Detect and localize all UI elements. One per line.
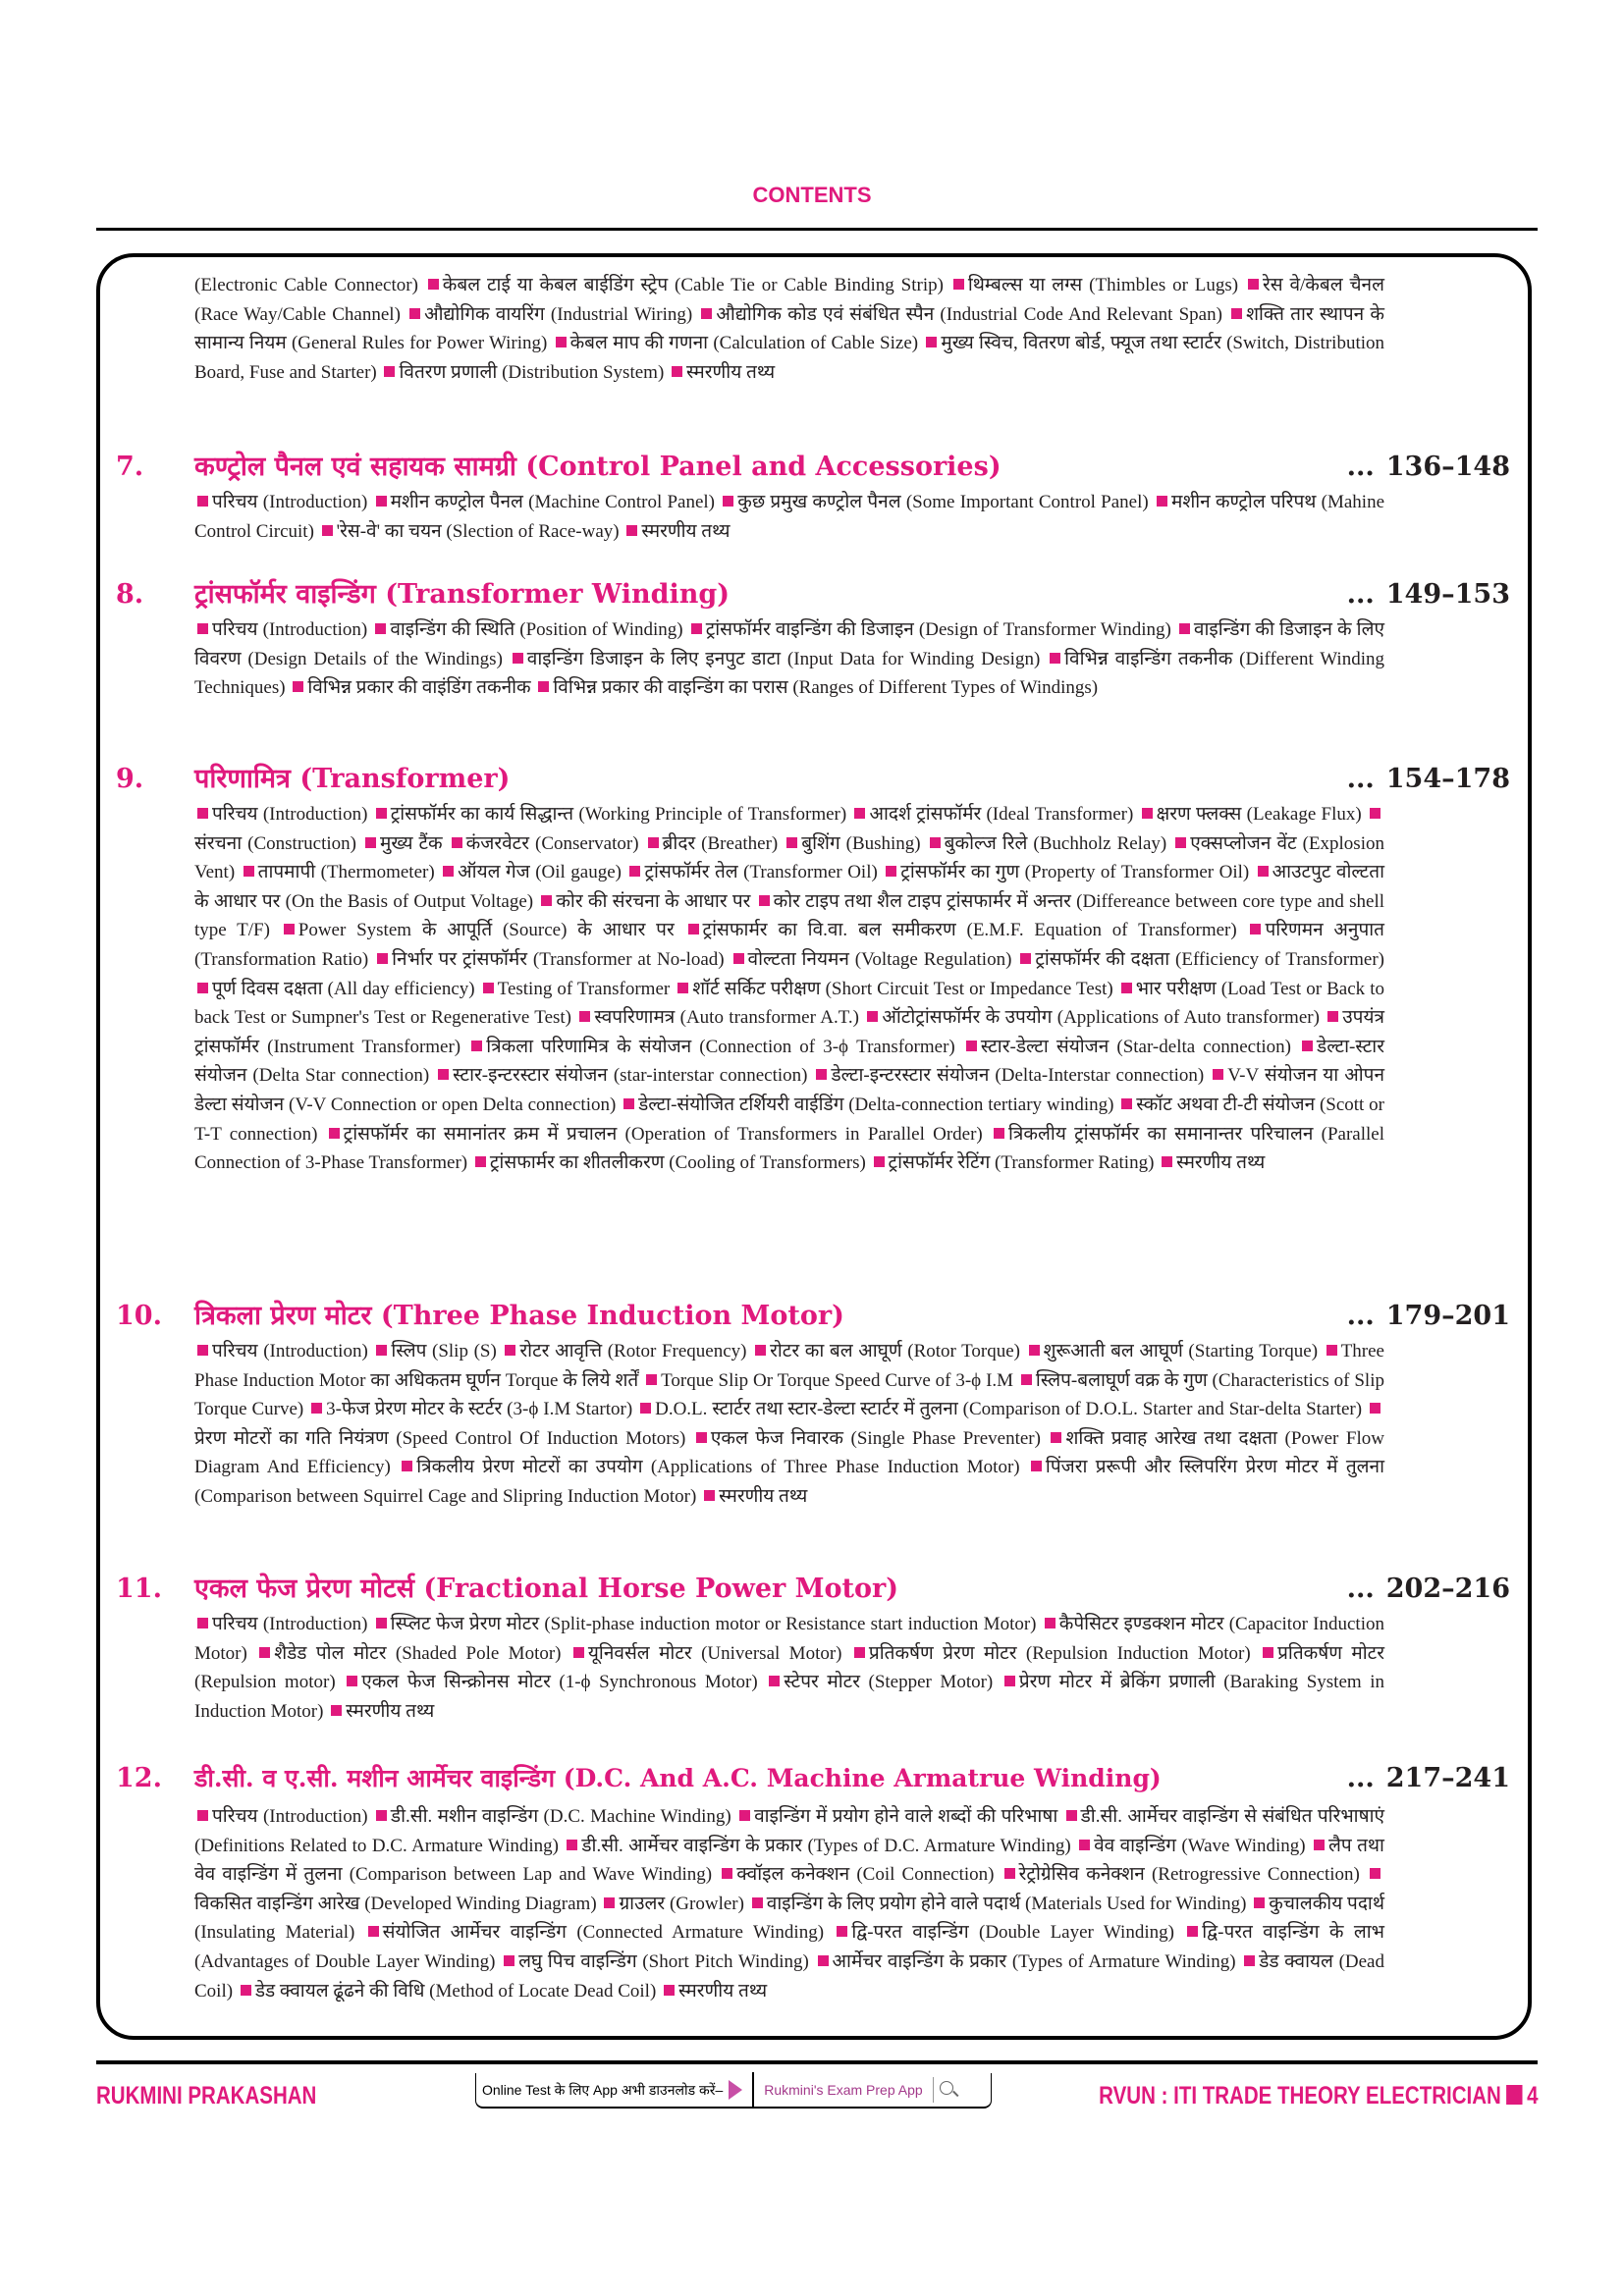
- square-bullet-icon: [1302, 1041, 1313, 1051]
- square-bullet-icon: [556, 337, 567, 347]
- square-bullet-icon: [1231, 308, 1242, 319]
- square-bullet-icon: [1179, 623, 1190, 634]
- square-bullet-icon: [365, 837, 376, 848]
- topic-item: विभिन्न प्रकार की वाइन्डिंग का परास (Ranges of Different Types of Windings): [553, 677, 1099, 699]
- square-bullet-icon: [623, 1098, 634, 1109]
- publisher-name: RUKMINI PRAKASHAN: [96, 2082, 317, 2109]
- topic-item: (Electronic Cable Connector): [194, 275, 425, 295]
- square-bullet-icon: [701, 308, 712, 319]
- square-bullet-icon: [1505, 2085, 1521, 2105]
- topic-item: वाइन्डिंग के लिए प्रयोग होने वाले पदार्थ (Materials Used for Winding): [766, 1893, 1252, 1914]
- square-bullet-icon: [475, 1156, 486, 1167]
- chapter-number: 11.: [116, 1574, 162, 1604]
- topic-item: परिचय (Introduction): [212, 1341, 374, 1362]
- topic-item: ग्राउलर (Growler): [619, 1893, 749, 1914]
- chapter-topics: [194, 1337, 1384, 1512]
- square-bullet-icon: [854, 808, 865, 819]
- topic-item: पूर्ण दिवस दक्षता (All day efficiency): [212, 978, 480, 999]
- chapter-entry-11[interactable]: [116, 1569, 1510, 1726]
- square-bullet-icon: [1050, 653, 1060, 664]
- page-range: 217–241: [1385, 1763, 1510, 1793]
- topic-item: ऑटोट्रांसफॉर्मर के उपयोग (Applications of Auto transformer): [882, 1007, 1326, 1029]
- topic-item: थिम्बल्स या लग्स (Thimbles or Lugs): [967, 275, 1245, 295]
- square-bullet-icon: [241, 1985, 251, 1996]
- topic-item: शक्ति प्रवाह आरेख तथा दक्षता (Power Flow Diagram And Efficiency): [194, 1427, 1384, 1478]
- square-bullet-icon: [874, 1156, 885, 1167]
- square-bullet-icon: [331, 1705, 342, 1716]
- topic-item: शक्ति तार स्थापन के सामान्य नियम (General Rules for Power Wiring): [194, 303, 1384, 354]
- square-bullet-icon: [428, 279, 439, 290]
- topic-item: परिचय (Introduction): [212, 804, 373, 825]
- topic-item: द्वि-परत वाइन्डिंग (Double Layer Winding): [851, 1922, 1185, 1944]
- square-bullet-icon: [579, 1011, 590, 1022]
- leader-dots: ...: [1346, 452, 1375, 482]
- topic-item: विकसित वाइन्डिंग आरेख (Developed Winding Diagram): [194, 1893, 602, 1914]
- chapter-title[interactable]: डी.सी. व ए.सी. मशीन आर्मेचर वाइन्डिंग (D.C. And A.C. Machine Armatrue Winding): [194, 1764, 1162, 1792]
- square-bullet-icon: [384, 366, 395, 377]
- topic-item: आदर्श ट्रांसफॉर्मर (Ideal Transformer): [869, 804, 1139, 825]
- chapter-title[interactable]: ट्रांसफॉर्मर वाइन्डिंग (Transformer Winding): [194, 579, 731, 610]
- topic-item: डेड क्वायल (Dead Coil): [194, 1950, 1384, 2002]
- square-bullet-icon: [1254, 1897, 1265, 1908]
- page-range: 136–148: [1385, 452, 1510, 482]
- square-bullet-icon: [409, 308, 420, 319]
- chapter-topics: [194, 1802, 1384, 2005]
- square-bullet-icon: [347, 1676, 357, 1686]
- square-bullet-icon: [1244, 1955, 1255, 1966]
- page-range: 202–216: [1385, 1574, 1510, 1604]
- chapter-number: 8.: [116, 579, 144, 610]
- topic-item: Torque Slip Or Torque Speed Curve of 3-ϕ I.M: [661, 1369, 1018, 1391]
- search-divider: [933, 2077, 934, 2103]
- chapter-topics: [194, 488, 1384, 546]
- topic-item: क्षरण फ्लक्स (Leakage Flux): [1156, 804, 1367, 825]
- square-bullet-icon: [1327, 1011, 1338, 1022]
- topic-item: पिंजरा प्ररूपी और स्लिपरिंग प्रेरण मोटर में तुलना (Comparison between Squirrel Cage and Slipring Induction Motor): [194, 1457, 1384, 1507]
- leader-dots: ...: [1346, 1574, 1375, 1604]
- app-download-banner[interactable]: [475, 2073, 992, 2109]
- square-bullet-icon: [786, 837, 797, 848]
- square-bullet-icon: [1079, 1840, 1090, 1850]
- square-bullet-icon: [368, 1926, 379, 1937]
- square-bullet-icon: [505, 1345, 515, 1356]
- topic-item: वाइन्डिंग में प्रयोग होने वाले शब्दों की परिभाषा: [754, 1806, 1063, 1827]
- topic-item: भार परीक्षण (Load Test or Back to back Test or Sumpner's Test or Regenerative Test): [194, 978, 1384, 1029]
- topic-item: वेव वाइन्डिंग (Wave Winding): [1094, 1835, 1312, 1856]
- top-divider: [96, 228, 1538, 231]
- chapter-title[interactable]: एकल फेज प्रेरण मोटर्स (Fractional Horse Power Motor): [194, 1574, 899, 1604]
- square-bullet-icon: [1187, 1926, 1198, 1937]
- square-bullet-icon: [1020, 953, 1031, 964]
- square-bullet-icon: [1248, 279, 1259, 290]
- chapter-topics: [194, 800, 1384, 1178]
- square-bullet-icon: [1370, 808, 1380, 819]
- square-bullet-icon: [1250, 924, 1261, 934]
- topic-item: लघु पिच वाइन्डिंग (Short Pitch Winding): [518, 1950, 815, 1972]
- square-bullet-icon: [471, 1041, 482, 1051]
- square-bullet-icon: [1263, 1647, 1273, 1658]
- topic-item: परिचय (Introduction): [212, 1614, 373, 1634]
- topic-item: डी.सी. मशीन वाइन्डिंग (D.C. Machine Winding): [390, 1806, 737, 1827]
- square-bullet-icon: [739, 1810, 750, 1821]
- square-bullet-icon: [818, 1955, 829, 1966]
- square-bullet-icon: [704, 1490, 715, 1501]
- square-bullet-icon: [1066, 1810, 1077, 1821]
- square-bullet-icon: [1162, 1156, 1172, 1167]
- topic-item: Testing of Transformer: [497, 978, 676, 999]
- square-bullet-icon: [722, 1868, 732, 1879]
- topic-item: ट्रांसफॉर्मर की दक्षता (Efficiency of Transformer): [1035, 948, 1384, 970]
- square-bullet-icon: [648, 837, 659, 848]
- topic-item: ट्रांसफॉर्मर का गुण (Property of Transformer Oil): [900, 862, 1255, 883]
- topic-item: ऑयल गेज (Oil gauge): [458, 862, 627, 883]
- chapter-title[interactable]: त्रिकला प्रेरण मोटर (Three Phase Induction Motor): [194, 1301, 844, 1331]
- topic-item: डी.सी. आर्मेचर वाइन्डिंग से संबंधित परिभाषाएं (Definitions Related to D.C. Armature Winding): [194, 1806, 1385, 1856]
- chapter-topics: [194, 1610, 1384, 1726]
- square-bullet-icon: [376, 808, 387, 819]
- topic-item: वाइन्डिंग की स्थिति (Position of Winding): [390, 619, 688, 640]
- topic-item: स्टेपर मोटर (Stepper Motor): [784, 1672, 1001, 1693]
- topic-item: शॉर्ट सर्किट परीक्षण (Short Circuit Test or Impedance Test): [692, 978, 1118, 999]
- topic-item: आउटपुट वोल्टता के आधार पर (On the Basis of Output Voltage): [194, 862, 1385, 912]
- topic-item: परिचय (Introduction): [212, 1806, 373, 1827]
- topic-item: रोटर आवृत्ति (Rotor Frequency): [519, 1341, 753, 1362]
- topic-item: स्मरणीय तथ्य: [1176, 1152, 1266, 1174]
- square-bullet-icon: [994, 1128, 1004, 1139]
- topic-item: शुरूआती बल आघूर्ण (Starting Torque): [1043, 1341, 1324, 1362]
- square-bullet-icon: [1326, 1345, 1337, 1356]
- topic-item: रेस वे/केबल चैनल (Race Way/Cable Channel): [194, 275, 1384, 325]
- square-bullet-icon: [376, 1618, 387, 1629]
- topic-item: स्लिप (Slip (S): [391, 1341, 503, 1362]
- topic-item: विभिन्न प्रकार की वाइंडिंग तकनीक: [307, 677, 536, 699]
- topic-item: डेल्टा-संयोजित टर्शियरी वाईडिंग (Delta-connection tertiary winding): [638, 1094, 1119, 1115]
- square-bullet-icon: [284, 924, 295, 934]
- leader-dots: ...: [1346, 1763, 1375, 1793]
- square-bullet-icon: [1029, 1345, 1040, 1356]
- topic-item: द्वि-परत वाइन्डिंग के लाभ (Advantages of Double Layer Winding): [194, 1922, 1384, 1972]
- topic-item: आर्मेचर वाइन्डिंग के प्रकार (Types of Armature Winding): [832, 1950, 1242, 1972]
- topic-item: स्टार-डेल्टा संयोजन (Star-delta connection): [980, 1036, 1300, 1057]
- topic-item: बुशिंग (Bushing): [801, 832, 927, 854]
- square-bullet-icon: [1314, 1840, 1325, 1850]
- leader-dots: ...: [1346, 764, 1375, 794]
- square-bullet-icon: [691, 623, 702, 634]
- square-bullet-icon: [1051, 1432, 1061, 1443]
- square-bullet-icon: [538, 681, 549, 692]
- topic-item: Power System के आपूर्ति (Source) के आधार पर: [298, 920, 685, 941]
- chapter-title[interactable]: कण्ट्रोल पैनल एवं सहायक सामग्री (Control Panel and Accessories): [194, 452, 1001, 482]
- topic-item: यूनिवर्सल मोटर (Universal Motor): [587, 1642, 851, 1664]
- topic-item: कैपेसिटर इण्डक्शन मोटर (Capacitor Induction Motor): [194, 1614, 1384, 1664]
- square-bullet-icon: [1021, 1374, 1032, 1385]
- topic-item: तापमापी (Thermometer): [257, 862, 441, 883]
- page-title: CONTENTS: [752, 183, 872, 207]
- square-bullet-icon: [733, 953, 744, 964]
- topic-item: त्रिकलीय प्रेरण मोटरों का उपयोग (Applications of Three Phase Induction Motor): [416, 1457, 1028, 1478]
- topic-item: एकल फेज निवारक (Single Phase Preventer): [710, 1427, 1049, 1449]
- topic-item: 'रेस-वे' का चयन (Slection of Race-way): [336, 520, 624, 542]
- square-bullet-icon: [926, 337, 937, 347]
- topic-item: मशीन कण्ट्रोल पैनल (Machine Control Panel): [390, 492, 721, 512]
- topic-item: 3-फेज प्रेरण मोटर के स्टर्टर (3-ϕ I.M Startor): [326, 1399, 638, 1420]
- square-bullet-icon: [755, 1345, 766, 1356]
- topic-item: वितरण प्रणाली (Distribution System): [399, 361, 670, 383]
- square-bullet-icon: [1175, 837, 1186, 848]
- topic-item: ट्रांसफार्मर का वि.वा. बल समीकरण (E.M.F. Equation of Transformer): [702, 920, 1248, 941]
- square-bullet-icon: [1258, 866, 1269, 877]
- topic-item: लैप तथा वेव वाइन्डिंग में तुलना (Comparison between Lap and Wave Winding): [194, 1835, 1384, 1886]
- square-bullet-icon: [1031, 1461, 1042, 1471]
- square-bullet-icon: [837, 1926, 847, 1937]
- topic-item: कोर टाइप तथा शैल टाइप ट्रांसफार्मर में अन्तर (Differeance between core type and shell type T/F): [194, 890, 1384, 941]
- topic-item: विभिन्न वाइन्डिंग तकनीक (Different Winding Techniques): [194, 648, 1384, 699]
- page-range: 149–153: [1385, 579, 1510, 610]
- square-bullet-icon: [573, 1647, 584, 1658]
- square-bullet-icon: [696, 1432, 707, 1443]
- square-bullet-icon: [197, 623, 208, 634]
- square-bullet-icon: [402, 1461, 412, 1471]
- topic-item: एक्सप्लोजन वेंट (Explosion Vent): [194, 832, 1384, 883]
- chapter-number: 9.: [116, 764, 144, 794]
- square-bullet-icon: [504, 1955, 514, 1966]
- chapter-entry-10[interactable]: [116, 1296, 1510, 1512]
- app-name[interactable]: Rukmini's Exam Prep App: [764, 2082, 923, 2098]
- chapter-entry-7[interactable]: [116, 447, 1510, 546]
- topic-item: ट्रांसफॉर्मर तेल (Transformer Oil): [644, 862, 884, 883]
- app-cta-text: Online Test के लिए App अभी डाउनलोड करें–: [482, 2081, 724, 2098]
- square-bullet-icon: [867, 1011, 878, 1022]
- square-bullet-icon: [1213, 1069, 1223, 1080]
- topic-item: संयोजित आर्मेचर वाइन्डिंग (Connected Armature Winding): [382, 1922, 835, 1944]
- topic-item: ट्रांसफार्मर का शीतलीकरण (Cooling of Transformers): [489, 1152, 871, 1174]
- topic-item: उपयंत्र ट्रांसफॉर्मर (Instrument Transformer): [194, 1007, 1384, 1057]
- square-bullet-icon: [672, 366, 682, 377]
- page-range: 154–178: [1385, 764, 1510, 794]
- square-bullet-icon: [1045, 1618, 1056, 1629]
- topic-item: त्रिकला परिणामित्र के संयोजन (Connection of 3-ϕ Transformer): [486, 1036, 963, 1057]
- intro-paragraph: [194, 271, 1384, 387]
- square-bullet-icon: [626, 525, 637, 536]
- square-bullet-icon: [752, 1897, 763, 1908]
- topic-item: स्मरणीय तथ्य: [686, 361, 776, 383]
- square-bullet-icon: [197, 496, 208, 507]
- topic-item: वाइन्डिंग डिजाइन के लिए इनपुट डाटा (Input Data for Winding Design): [526, 648, 1048, 669]
- topic-item: प्रेरण मोटरों का गति नियंत्रण (Speed Control Of Induction Motors): [194, 1427, 693, 1449]
- topic-item: स्मरणीय तथ्य: [641, 520, 731, 542]
- topic-item: प्रतिकर्षण मोटर (Repulsion motor): [194, 1642, 1385, 1693]
- chapter-number: 7.: [116, 452, 144, 482]
- square-bullet-icon: [567, 1840, 577, 1850]
- topic-item: औद्योगिक कोड एवं संबंधित स्पैन (Industrial Code And Relevant Span): [716, 303, 1229, 325]
- square-bullet-icon: [197, 1618, 208, 1629]
- topic-item: कोर की संरचना के आधार पर: [556, 890, 756, 912]
- topic-item: डेल्टा-स्टार संयोजन (Delta Star connection): [194, 1036, 1384, 1087]
- square-bullet-icon: [723, 496, 733, 507]
- topic-item: ट्रांसफॉर्मर का कार्य सिद्धान्त (Working Principle of Transformer): [390, 804, 852, 825]
- topic-item: शैडेड पोल मोटर (Shaded Pole Motor): [274, 1642, 570, 1664]
- square-bullet-icon: [1004, 1676, 1015, 1686]
- topic-item: वोल्टता नियमन (Voltage Regulation): [747, 948, 1018, 970]
- page-range: 179–201: [1385, 1301, 1510, 1331]
- topic-item: स्वपरिणामत्र (Auto transformer A.T.): [594, 1007, 865, 1029]
- chapter-topics: [194, 615, 1384, 703]
- search-icon[interactable]: [940, 2081, 957, 2099]
- square-bullet-icon: [377, 953, 388, 964]
- topic-item: त्रिकलीय ट्रांसफॉर्मर का समानान्तर परिचालन (Parallel Connection of 3-Phase Transformer): [194, 1123, 1385, 1174]
- topic-item: ट्रांसफॉर्मर रेटिंग (Transformer Rating): [888, 1152, 1160, 1174]
- square-bullet-icon: [322, 525, 333, 536]
- topic-item: औद्योगिक वायरिंग (Industrial Wiring): [424, 303, 699, 325]
- square-bullet-icon: [1142, 808, 1153, 819]
- square-bullet-icon: [604, 1897, 615, 1908]
- topic-item: डेड क्वायल ढूंढने की विधि (Method of Locate Dead Coil): [254, 1980, 662, 2002]
- square-bullet-icon: [759, 895, 770, 906]
- topic-item: परिचय (Introduction): [212, 619, 373, 640]
- topic-item: संरचना (Construction): [194, 832, 362, 854]
- square-bullet-icon: [197, 983, 208, 993]
- square-bullet-icon: [443, 866, 454, 877]
- square-bullet-icon: [688, 924, 699, 934]
- chapter-number: 10.: [116, 1301, 162, 1331]
- topic-item: प्रेरण मोटर में ब्रेकिंग प्रणाली (Baraking System in Induction Motor): [194, 1672, 1384, 1722]
- topic-item: V-V संयोजन या ओपन डेल्टा संयोजन (V-V Connection or open Delta connection): [194, 1065, 1384, 1115]
- square-bullet-icon: [629, 866, 640, 877]
- topic-item: Three Phase Induction Motor का अधिकतम घूर्णन Torque के लिये शर्तें: [194, 1341, 1384, 1391]
- topic-item: रोटर का बल आघूर्ण (Rotor Torque): [770, 1341, 1026, 1362]
- page-number: 4: [1526, 2082, 1538, 2109]
- square-bullet-icon: [930, 837, 941, 848]
- topic-item: बुकोल्ज रिले (Buchholz Relay): [944, 832, 1173, 854]
- topic-item: वाइन्डिंग की डिजाइन के लिए विवरण (Design Details of the Windings): [194, 619, 1384, 669]
- square-bullet-icon: [769, 1676, 780, 1686]
- topic-item: स्टार-इन्टरस्टार संयोजन (star-interstar connection): [453, 1065, 814, 1087]
- chapter-entry-9[interactable]: [116, 759, 1510, 1178]
- square-bullet-icon: [1370, 1403, 1380, 1414]
- square-bullet-icon: [664, 1985, 675, 1996]
- topic-item: केबल माप की गणना (Calculation of Cable Size): [569, 333, 924, 354]
- topic-item: ट्रांसफॉर्मर वाइन्डिंग की डिजाइन (Design of Transformer Winding): [705, 619, 1176, 640]
- square-bullet-icon: [1004, 1868, 1015, 1879]
- square-bullet-icon: [953, 279, 964, 290]
- topic-item: रेट्रोग्रेसिव कनेक्शन (Retrogressive Connection): [1018, 1864, 1368, 1886]
- square-bullet-icon: [1121, 1098, 1132, 1109]
- square-bullet-icon: [311, 1403, 322, 1414]
- square-bullet-icon: [1370, 1868, 1380, 1879]
- square-bullet-icon: [541, 895, 552, 906]
- square-bullet-icon: [244, 866, 254, 877]
- square-bullet-icon: [816, 1069, 827, 1080]
- square-bullet-icon: [646, 1374, 657, 1385]
- topic-item: परिचय (Introduction): [212, 492, 373, 512]
- topic-item: D.O.L. स्टार्टर तथा स्टार-डेल्टा स्टार्टर में तुलना (Comparison of D.O.L. Starter and Star-delta Starter): [655, 1399, 1367, 1420]
- chapter-number: 12.: [116, 1763, 162, 1793]
- square-bullet-icon: [376, 496, 387, 507]
- square-bullet-icon: [452, 837, 462, 848]
- topic-item: मुख्य स्विच, वितरण बोर्ड, फ्यूज तथा स्टार्टर (Switch, Distribution Board, Fuse and Starter): [194, 333, 1384, 383]
- topic-item: ब्रीदर (Breather): [662, 832, 785, 854]
- book-title: RVUN : ITI TRADE THEORY ELECTRICIAN: [1098, 2082, 1501, 2109]
- topic-item: स्मरणीय तथ्य: [678, 1980, 768, 2002]
- topic-item: स्कॉट अथवा टी-टी संयोजन (Scott or T-T connection): [194, 1094, 1384, 1145]
- topic-item: केबल टाई या केबल बाईडिंग स्ट्रेप (Cable Tie or Cable Binding Strip): [442, 275, 950, 295]
- square-bullet-icon: [886, 866, 896, 877]
- topic-item: मशीन कण्ट्रोल परिपथ (Mahine Control Circuit): [194, 492, 1384, 542]
- square-bullet-icon: [293, 681, 303, 692]
- square-bullet-icon: [854, 1647, 865, 1658]
- square-bullet-icon: [197, 1810, 208, 1821]
- square-bullet-icon: [513, 653, 523, 664]
- topic-item: डी.सी. आर्मेचर वाइन्डिंग के प्रकार (Types of D.C. Armature Winding): [581, 1835, 1077, 1856]
- square-bullet-icon: [1157, 496, 1167, 507]
- square-bullet-icon: [197, 808, 208, 819]
- square-bullet-icon: [259, 1647, 270, 1658]
- square-bullet-icon: [376, 1810, 387, 1821]
- chapter-entry-12[interactable]: [116, 1761, 1510, 2005]
- square-bullet-icon: [375, 623, 386, 634]
- leader-dots: ...: [1346, 1301, 1375, 1331]
- square-bullet-icon: [329, 1128, 340, 1139]
- leader-dots: ...: [1346, 579, 1375, 610]
- square-bullet-icon: [376, 1345, 387, 1356]
- play-arrow-icon: [729, 2080, 742, 2100]
- square-bullet-icon: [197, 1345, 208, 1356]
- topic-item: स्मरणीय तथ्य: [719, 1485, 808, 1507]
- topic-item: प्रतिकर्षण प्रेरण मोटर (Repulsion Induction Motor): [868, 1642, 1261, 1664]
- topic-item: ट्रांसफॉर्मर का समानांतर क्रम में प्रचालन (Operation of Transformers in Parallel Order): [343, 1123, 992, 1145]
- chapter-entry-8[interactable]: [116, 574, 1510, 703]
- topic-item: मुख्य टैंक: [379, 832, 449, 854]
- bottom-divider: [96, 2060, 1538, 2064]
- square-bullet-icon: [483, 983, 494, 993]
- topic-item: निर्भार पर ट्रांसफॉर्मर (Transformer at No-load): [392, 948, 731, 970]
- topic-item: कंजरवेटर (Conservator): [465, 832, 645, 854]
- chapter-title[interactable]: परिणामित्र (Transformer): [194, 764, 511, 794]
- topic-item: डेल्टा-इन्टरस्टार संयोजन (Delta-Interstar connection): [831, 1065, 1211, 1087]
- square-bullet-icon: [438, 1069, 449, 1080]
- topic-item: क्वॉइल कनेक्शन (Coil Connection): [736, 1864, 1001, 1886]
- square-bullet-icon: [966, 1041, 977, 1051]
- running-footer: [1099, 2082, 1538, 2110]
- topic-item: स्मरणीय तथ्य: [346, 1700, 435, 1722]
- topic-item: स्लिप-बलाघूर्ण वक्र के गुण (Characteristics of Slip Torque Curve): [194, 1369, 1384, 1420]
- square-bullet-icon: [640, 1403, 651, 1414]
- topic-item: स्प्लिट फेज प्रेरण मोटर (Split-phase induction motor or Resistance start induction Motor): [390, 1614, 1042, 1634]
- square-bullet-icon: [677, 983, 688, 993]
- topic-item: परिणमन अनुपात (Transformation Ratio): [194, 920, 1385, 970]
- topic-item: कुछ प्रमुख कण्ट्रोल पैनल (Some Important Control Panel): [737, 492, 1154, 512]
- topic-item: एकल फेज सिन्क्रोनस मोटर (1-ϕ Synchronous Motor): [361, 1672, 767, 1693]
- square-bullet-icon: [1121, 983, 1132, 993]
- topic-item: कुचालकीय पदार्थ (Insulating Material): [194, 1893, 1384, 1944]
